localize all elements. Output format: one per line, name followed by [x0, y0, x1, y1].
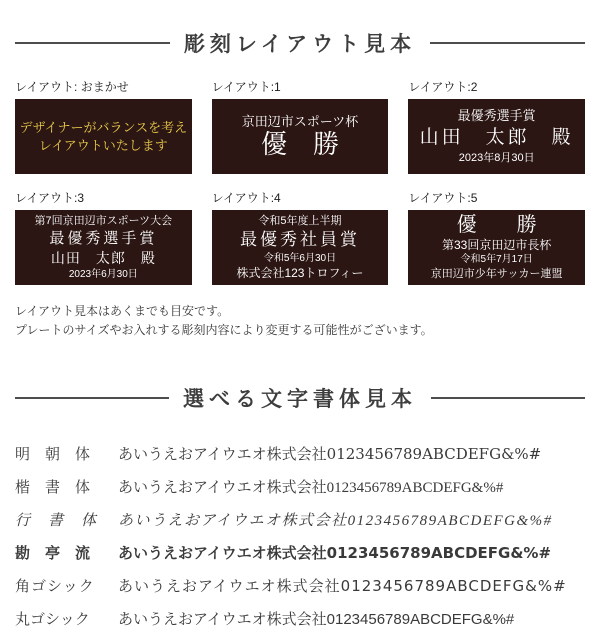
font-sample-text: あいうえおアイウエオ株式会社0123456789ABCDEFG&%#: [118, 544, 552, 563]
plate-line: 京田辺市スポーツ杯: [241, 113, 359, 129]
font-row-gyosho: [15, 509, 585, 530]
layout-section-header: [15, 28, 585, 58]
plate-line: 第33回京田辺市長杯: [441, 238, 552, 253]
plate-line: デザイナーがバランスを考え: [19, 119, 188, 135]
layout-sample-label: レイアウト:5: [408, 191, 478, 205]
layout-sample-grid: [15, 78, 585, 285]
font-name: 勘 亭 流: [15, 544, 91, 563]
engraved-plate-1: [212, 99, 389, 174]
font-name: 行 書 体: [15, 513, 98, 530]
layout-sample-2: [408, 78, 585, 174]
plate-line: 最優秀社員賞: [239, 229, 360, 249]
plate-line: レイアウトいたします: [38, 137, 168, 153]
plate-line: 2023年8月30日: [458, 151, 535, 164]
disclaimer-note: [15, 302, 585, 339]
header-rule-left: [15, 42, 170, 44]
font-row-marugothic: [15, 608, 585, 629]
plate-line: 株式会社123トロフィー: [236, 266, 364, 281]
font-sample-text: あいうえおアイウエオ株式会社0123456789ABCDEFG&%#: [118, 611, 515, 629]
layout-sample-5: [408, 189, 585, 285]
font-name: 楷 書 体: [15, 480, 91, 497]
plate-line: 令和5年6月30日: [263, 252, 337, 264]
disclaimer-line-1: レイアウト見本はあくまでも目安です。: [15, 304, 230, 318]
header-rule-right: [431, 397, 585, 399]
plate-line: 最優秀選手賞: [49, 229, 158, 247]
font-section-title: 選べる文字書体見本: [183, 388, 417, 412]
layout-section-title: 彫刻レイアウト見本: [183, 33, 417, 56]
font-sample-text: あいうえおアイウエオ株式会社0123456789ABCDEFG&%#: [118, 445, 542, 464]
engraved-plate-3: [15, 210, 192, 285]
layout-sample-label: レイアウト:3: [15, 191, 85, 205]
font-sample-text: あいうえおアイウエオ株式会社0123456789ABCDEFG&%#: [118, 513, 553, 530]
font-name: 角ゴシック: [15, 577, 95, 596]
layout-sample-1: [212, 78, 389, 174]
font-sample-text: あいうえおアイウエオ株式会社0123456789ABCDEFG&%#: [118, 577, 567, 596]
header-rule-right: [430, 42, 585, 44]
font-row-kaisho: [15, 476, 585, 497]
disclaimer-line-2: プレートのサイズやお入れする彫刻内容により変更する可能性がございます。: [15, 322, 433, 337]
plate-line: 山田 太郎 殿: [419, 127, 574, 149]
plate-line: 2023年6月30日: [68, 268, 138, 280]
font-sample-table: [15, 443, 585, 629]
header-rule-left: [15, 397, 169, 399]
font-name: 明 朝 体: [15, 445, 91, 464]
plate-line: 優 勝: [456, 214, 537, 237]
plate-line: 令和5年度上半期: [258, 214, 342, 227]
layout-sample-label: レイアウト:1: [211, 80, 281, 94]
plate-line: 最優秀選手賞: [457, 108, 536, 124]
font-section-header: [15, 383, 585, 413]
engraved-plate-omakase: [15, 99, 192, 174]
plate-line: 京田辺市少年サッカー連盟: [430, 267, 563, 280]
plate-line: 令和5年7月17日: [460, 254, 533, 266]
font-row-kakugothic: [15, 575, 585, 596]
layout-sample-omakase: [15, 78, 192, 174]
plate-line: 山田 太郎 殿: [50, 249, 156, 266]
layout-sample-label: レイアウト: おまかせ: [15, 80, 129, 94]
layout-sample-label: レイアウト:4: [211, 191, 281, 205]
font-sample-text: あいうえおアイウエオ株式会社0123456789ABCDEFG&%#: [118, 480, 504, 497]
layout-sample-label: レイアウト:2: [408, 80, 478, 94]
engraved-plate-2: [408, 99, 585, 174]
font-name: 丸ゴシック: [15, 611, 90, 629]
layout-sample-4: [212, 189, 389, 285]
engraved-plate-4: [212, 210, 389, 285]
engraved-plate-5: [408, 210, 585, 285]
plate-line: 第7回京田辺市スポーツ大会: [34, 214, 173, 227]
plate-line: 優 勝: [260, 129, 339, 160]
font-row-kanteiryu: [15, 542, 585, 563]
layout-sample-3: [15, 189, 192, 285]
font-row-mincho: [15, 443, 585, 464]
